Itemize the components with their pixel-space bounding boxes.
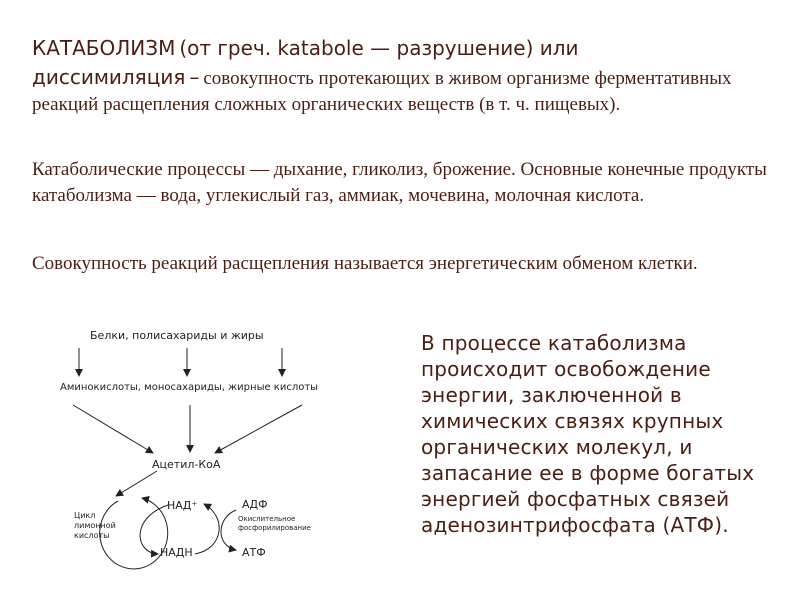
- oxphos-label-1: Окислительное: [238, 515, 296, 523]
- nad-plus-label: НАД⁺: [167, 499, 198, 512]
- term-catabolism: КАТАБОЛИЗМ: [32, 36, 176, 60]
- etymology: (от греч. katabole — разрушение) или: [179, 36, 579, 60]
- catabolism-diagram: [40, 318, 380, 580]
- diagram-label-monomers: Аминокислоты, моносахариды, жирные кислоты: [60, 382, 319, 393]
- atp-label: АТФ: [242, 546, 266, 559]
- arrow-to-cycle: [116, 471, 157, 496]
- catabolism-definition: [32, 34, 772, 118]
- adp-label: АДФ: [242, 498, 268, 511]
- diagram-label-macromolecules: Белки, полисахариды и жиры: [90, 329, 264, 342]
- cycle-label-3: кислоты: [74, 531, 110, 540]
- arrow-2c: [215, 405, 302, 453]
- citric-acid-cycle: [100, 498, 168, 569]
- nadh-return-arc: [195, 504, 219, 554]
- energy-metabolism-paragraph: Совокупность реакций расщепления называется энергетическим обменом клетки.: [32, 253, 698, 274]
- cycle-label-2: лимонной: [74, 521, 116, 530]
- oxphos-label-2: фосфорилирование: [238, 524, 311, 532]
- nadh-label: НАДН: [160, 546, 193, 559]
- dash: –: [189, 65, 200, 89]
- arrow-2a: [73, 405, 153, 453]
- atp-synthesis-arc: [221, 510, 236, 550]
- energy-release-text: В процессе катаболизма происходит освобождение энергии, заключенной в химических связях крупных органических молекул, и запасание ее в форме богатых энергией фосфатных связей аденозинтрифосфата (АТФ).: [421, 331, 755, 537]
- cycle-label-1: Цикл: [74, 511, 96, 520]
- term-dissimilation: диссимиляция: [32, 65, 186, 89]
- diagram-label-acetyl-coa: Ацетил-КоА: [152, 458, 221, 471]
- definition-text: совокупность протекающих в живом организме ферментативных реакций расщепления сложных органических веществ (в т. ч. пищевых).: [32, 68, 732, 115]
- catabolic-processes-paragraph: Катаболические процессы — дыхание, гликолиз, брожение. Основные конечные продукты катаболизма — вода, углекислый газ, аммиак, мочевина, молочная кислота.: [32, 159, 767, 206]
